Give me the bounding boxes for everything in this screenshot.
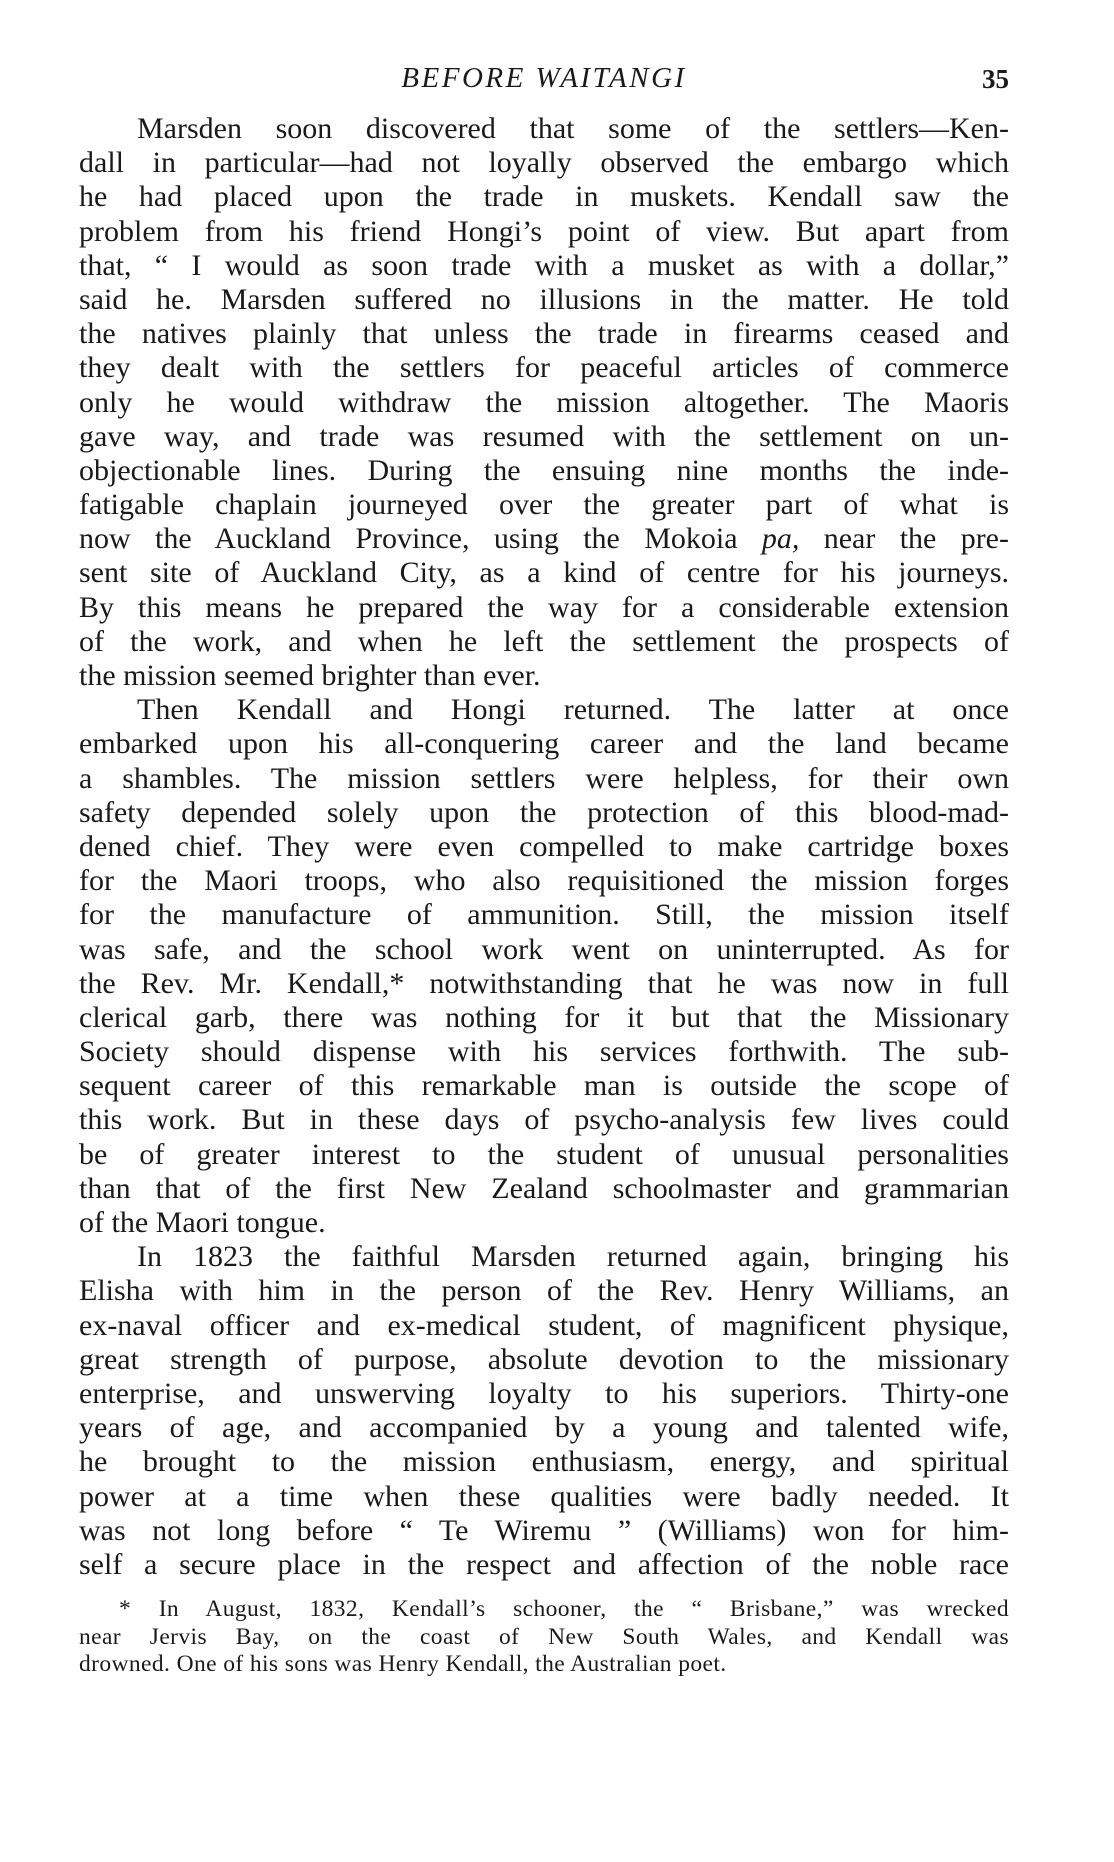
text-line: In 1823 the faithful Marsden returned again, bringing his xyxy=(137,1240,1009,1274)
text-line: said he. Marsden suffered no illusions in the matter. He told xyxy=(79,282,1009,316)
text-line: this work. But in these days of psycho-analysis few lives could xyxy=(79,1103,1009,1137)
text-line: the mission seemed brighter than ever. xyxy=(79,659,541,692)
page-number: 35 xyxy=(982,64,1009,94)
text-line: of the Maori tongue. xyxy=(79,1206,326,1239)
book-page xyxy=(79,52,1009,1679)
text-line: embarked upon his all-conquering career and the land became xyxy=(79,727,1009,761)
text-line: than that of the first New Zealand schoolmaster and grammarian xyxy=(79,1171,1009,1205)
text-line: clerical garb, there was nothing for it but that the Missionary xyxy=(79,1000,1009,1034)
text-line: for the Maori troops, who also requisitioned the mission forges xyxy=(79,864,1009,898)
running-title: BEFORE WAITANGI xyxy=(401,62,687,94)
text-line: dall in particular—had not loyally observed the embargo which xyxy=(79,146,1009,180)
text-line: gave way, and trade was resumed with the settlement on un- xyxy=(79,419,1009,453)
footnote xyxy=(79,1596,1009,1679)
text-line: he brought to the mission enthusiasm, energy, and spiritual xyxy=(79,1445,1009,1479)
text-line: ex-naval officer and ex-medical student, of magnificent physique, xyxy=(79,1308,1009,1342)
paragraph-3 xyxy=(79,1240,1009,1582)
paragraph-2 xyxy=(79,693,1009,1240)
text-line: years of age, and accompanied by a young and talented wife, xyxy=(79,1411,1009,1445)
footnote-line: near Jervis Bay, on the coast of New South Wales, and Kendall was xyxy=(79,1623,1009,1650)
text-line: was not long before “ Te Wiremu ” (Williams) won for him- xyxy=(79,1513,1009,1547)
text-line: self a secure place in the respect and affection of the noble race xyxy=(79,1547,1009,1581)
paragraph-1 xyxy=(79,112,1009,693)
text-line: power at a time when these qualities were badly needed. It xyxy=(79,1479,1009,1513)
footnote-line: * In August, 1832, Kendall’s schooner, the “ Brisbane,” was wrecked xyxy=(119,1596,1009,1623)
italic-word: pa, xyxy=(761,522,800,556)
text-line: a shambles. The mission settlers were helpless, for their own xyxy=(79,761,1009,795)
text-line: the natives plainly that unless the trade in firearms ceased and xyxy=(79,317,1009,351)
text-line: that, “ I would as soon trade with a musket as with a dollar,” xyxy=(79,248,1009,282)
text-line-with-italic xyxy=(79,522,1009,556)
text-line: Then Kendall and Hongi returned. The latter at once xyxy=(137,693,1009,727)
text-fragment: now the Auckland Province, using the Mokoia xyxy=(79,522,762,556)
text-line: dened chief. They were even compelled to make cartridge boxes xyxy=(79,829,1009,863)
text-line: problem from his friend Hongi’s point of view. But apart from xyxy=(79,214,1009,248)
text-line: great strength of purpose, absolute devotion to the missionary xyxy=(79,1342,1009,1376)
text-line: the Rev. Mr. Kendall,* notwithstanding that he was now in full xyxy=(79,966,1009,1000)
text-line: sequent career of this remarkable man is outside the scope of xyxy=(79,1069,1009,1103)
text-line: Elisha with him in the person of the Rev. Henry Williams, an xyxy=(79,1274,1009,1308)
text-line: Society should dispense with his services forthwith. The sub- xyxy=(79,1035,1009,1069)
footnote-line: drowned. One of his sons was Henry Kendall, the Australian poet. xyxy=(79,1651,727,1678)
text-fragment: near the pre- xyxy=(799,522,1009,556)
text-line: he had placed upon the trade in muskets. Kendall saw the xyxy=(79,180,1009,214)
text-line: enterprise, and unswerving loyalty to his superiors. Thirty-one xyxy=(79,1376,1009,1410)
text-line: fatigable chaplain journeyed over the greater part of what is xyxy=(79,488,1009,522)
text-line: sent site of Auckland City, as a kind of centre for his journeys. xyxy=(79,556,1009,590)
text-line: safety depended solely upon the protection of this blood-mad- xyxy=(79,795,1009,829)
text-line: they dealt with the settlers for peaceful articles of commerce xyxy=(79,351,1009,385)
text-line: only he would withdraw the mission altogether. The Maoris xyxy=(79,385,1009,419)
text-line: of the work, and when he left the settlement the prospects of xyxy=(79,624,1009,658)
body-text xyxy=(79,112,1009,1582)
text-line: objectionable lines. During the ensuing nine months the inde- xyxy=(79,453,1009,487)
text-line: for the manufacture of ammunition. Still, the mission itself xyxy=(79,898,1009,932)
text-line: be of greater interest to the student of unusual personalities xyxy=(79,1137,1009,1171)
text-line: was safe, and the school work went on uninterrupted. As for xyxy=(79,932,1009,966)
text-line: Marsden soon discovered that some of the settlers—Ken- xyxy=(137,112,1009,145)
text-line: By this means he prepared the way for a considerable extension xyxy=(79,590,1009,624)
running-head xyxy=(79,52,1009,102)
